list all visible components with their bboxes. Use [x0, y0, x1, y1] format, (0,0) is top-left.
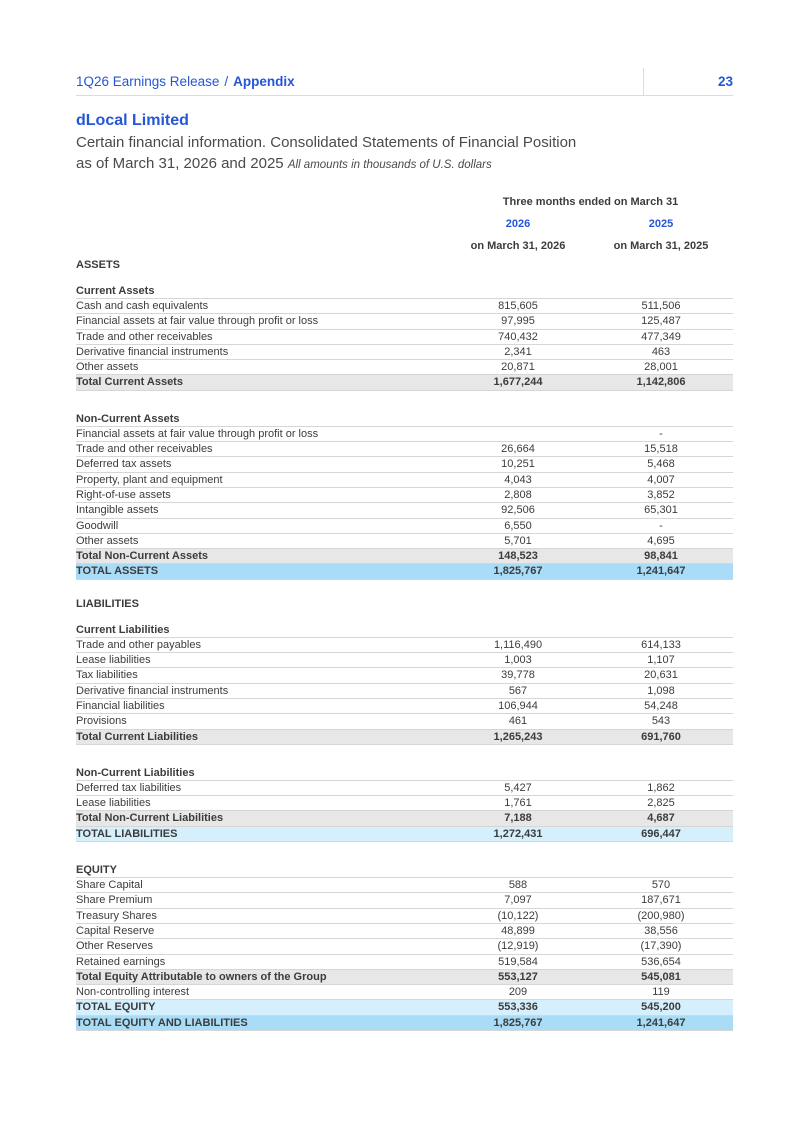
row-label: ASSETS [76, 259, 121, 271]
table-row [76, 955, 733, 970]
row-label: Total Equity Attributable to owners of the Group [76, 970, 327, 983]
row-label: LIABILITIES [76, 597, 139, 610]
value-2025: 1,107 [647, 654, 675, 667]
value-2026: 97,995 [501, 315, 535, 328]
date-2026-header: on March 31, 2026 [470, 240, 566, 252]
section-spacer [76, 580, 733, 597]
row-label: Provisions [76, 715, 127, 728]
table-row [76, 893, 733, 908]
value-2025: 2,825 [647, 797, 675, 810]
row-label: Lease liabilities [76, 797, 151, 810]
breadcrumb-report[interactable]: 1Q26 Earnings Release [76, 74, 220, 89]
value-2026: 5,427 [504, 781, 532, 794]
value-2025: 98,841 [644, 550, 678, 563]
value-2026: 567 [508, 684, 528, 697]
total-row [76, 375, 733, 390]
table-row [76, 427, 733, 442]
total-row [76, 730, 733, 745]
row-label: Goodwill [76, 519, 119, 532]
period-header: Three months ended on March 31 [502, 196, 679, 208]
row-label: Trade and other payables [76, 638, 201, 651]
value-2026: 461 [508, 715, 528, 728]
value-2025: 696,447 [641, 827, 681, 840]
total-row [76, 970, 733, 985]
row-label: Financial assets at fair value through profit or loss [76, 427, 319, 440]
value-2026: 588 [508, 879, 528, 892]
value-2025: 4,687 [647, 812, 675, 825]
row-label: Intangible assets [76, 504, 159, 517]
row-label: Current Liabilities [76, 623, 170, 636]
page-header [76, 66, 733, 96]
value-2026: 5,701 [504, 534, 532, 547]
value-2025: 119 [652, 986, 670, 999]
table-row [76, 299, 733, 314]
value-2026: 1,003 [504, 654, 532, 667]
row-label: Financial assets at fair value through profit or loss [76, 315, 319, 328]
table-row [76, 878, 733, 893]
row-label: Trade and other receivables [76, 443, 213, 456]
breadcrumb-section[interactable]: Appendix [233, 74, 295, 89]
table-row [76, 473, 733, 488]
value-2026: 209 [508, 986, 528, 999]
value-2026: (10,122) [497, 909, 539, 922]
value-2026: 1,677,244 [493, 376, 543, 389]
statement-title: Certain financial information. Consolidated Statements of Financial Position [76, 134, 577, 151]
row-label: Lease liabilities [76, 654, 151, 667]
row-label: Share Capital [76, 879, 143, 892]
row-label: TOTAL LIABILITIES [76, 827, 178, 840]
value-2026: 553,336 [498, 1001, 538, 1014]
value-2025: 54,248 [644, 699, 678, 712]
value-2026: 815,605 [498, 300, 538, 312]
row-label: Capital Reserve [76, 924, 155, 937]
row-label: Total Current Assets [76, 376, 183, 389]
row-label: Derivative financial instruments [76, 345, 229, 358]
row-label: Other assets [76, 361, 139, 374]
value-2025: 511,506 [641, 300, 681, 312]
financial-position-table [76, 258, 733, 1031]
value-2026: 553,127 [498, 970, 538, 983]
year-2025-header: 2025 [648, 218, 674, 230]
value-2026: 740,432 [498, 330, 538, 343]
value-2025: 545,081 [641, 970, 681, 983]
value-2025: 463 [651, 345, 671, 358]
value-2025: 125,487 [641, 315, 681, 328]
breadcrumb-separator: / [224, 74, 229, 89]
section-heading-row [76, 597, 733, 619]
year-2026-header: 2026 [505, 218, 531, 230]
value-2025: 3,852 [647, 488, 675, 501]
table-row [76, 345, 733, 360]
row-label: Total Non-Current Assets [76, 550, 209, 563]
row-label: Deferred tax assets [76, 458, 172, 471]
value-2026: 39,778 [501, 669, 535, 682]
row-label: Non-Current Assets [76, 412, 180, 425]
total-row [76, 564, 733, 579]
row-label: Other assets [76, 534, 139, 547]
value-2025: 691,760 [641, 730, 681, 743]
value-2026: 7,188 [504, 812, 532, 825]
value-2026: 1,116,490 [493, 638, 543, 651]
row-label: Treasury Shares [76, 909, 157, 922]
section-spacer [76, 745, 733, 762]
value-2025: 1,098 [647, 684, 675, 697]
value-2026: 1,761 [504, 797, 532, 810]
page-number: 23 [717, 74, 733, 89]
table-row [76, 668, 733, 683]
table-row [76, 534, 733, 549]
table-row [76, 699, 733, 714]
value-2025: - [659, 427, 663, 440]
value-2025: 187,671 [641, 894, 681, 907]
value-2026: 1,825,767 [493, 565, 543, 578]
value-2026: 106,944 [498, 699, 538, 712]
value-2025: 570 [651, 879, 671, 892]
value-2026: 92,506 [501, 504, 535, 517]
table-row [76, 519, 733, 534]
value-2025: (200,980) [637, 909, 685, 922]
row-label: Total Current Liabilities [76, 730, 199, 743]
row-label: Right-of-use assets [76, 488, 171, 501]
row-label: Other Reserves [76, 940, 154, 953]
row-label: Cash and cash equivalents [76, 300, 209, 312]
value-2026: 6,550 [504, 519, 532, 532]
table-row [76, 638, 733, 653]
value-2026: 148,523 [498, 550, 538, 563]
value-2025: 1,142,806 [636, 376, 686, 389]
total-row [76, 549, 733, 564]
value-2025: 15,518 [644, 443, 678, 456]
row-label: Derivative financial instruments [76, 684, 229, 697]
row-label: TOTAL EQUITY AND LIABILITIES [76, 1016, 248, 1029]
value-2025: 28,001 [644, 361, 678, 374]
section-heading-row [76, 762, 733, 781]
value-2026: 4,043 [504, 473, 532, 486]
row-label: TOTAL ASSETS [76, 565, 159, 578]
value-2026: 20,871 [501, 361, 535, 374]
section-heading-row [76, 258, 733, 280]
table-row [76, 939, 733, 954]
value-2025: 1,241,647 [636, 1016, 686, 1029]
value-2025: 536,654 [641, 955, 681, 968]
value-2025: 5,468 [647, 458, 675, 471]
section-heading-row [76, 408, 733, 427]
section-heading-row [76, 280, 733, 299]
value-2026: 1,272,431 [493, 827, 543, 840]
value-2026: 2,808 [504, 488, 532, 501]
value-2026: 519,584 [498, 955, 538, 968]
value-2025: 4,695 [647, 534, 675, 547]
value-2025: 20,631 [644, 669, 678, 682]
value-2025: 543 [651, 715, 671, 728]
value-2025: (17,390) [640, 940, 682, 953]
total-row [76, 1000, 733, 1015]
value-2025: 614,133 [641, 638, 681, 651]
row-label: Trade and other receivables [76, 330, 213, 343]
section-spacer [76, 391, 733, 408]
table-row [76, 985, 733, 1000]
row-label: Financial liabilities [76, 699, 165, 712]
row-label: Property, plant and equipment [76, 473, 223, 486]
date-2025-header: on March 31, 2025 [613, 240, 709, 252]
total-row [76, 827, 733, 842]
value-2025: 38,556 [644, 924, 678, 937]
value-2026: 10,251 [501, 458, 535, 471]
total-row [76, 1016, 733, 1031]
value-2025: 1,862 [647, 781, 675, 794]
value-2025: 1,241,647 [636, 565, 686, 578]
value-2025: 545,200 [641, 1001, 681, 1014]
breadcrumb [76, 74, 295, 89]
table-row [76, 488, 733, 503]
statement-date-line [76, 155, 492, 172]
value-2025: 4,007 [647, 473, 675, 486]
row-label: Total Non-Current Liabilities [76, 812, 224, 825]
table-row [76, 360, 733, 375]
value-2026: 26,664 [501, 443, 535, 456]
statement-date: as of March 31, 2026 and 2025 [76, 155, 284, 172]
value-2026: 1,265,243 [493, 730, 543, 743]
value-2026: 48,899 [501, 924, 535, 937]
row-label: Tax liabilities [76, 669, 138, 682]
total-row [76, 811, 733, 826]
row-label: Retained earnings [76, 955, 166, 968]
value-2026: 1,825,767 [493, 1016, 543, 1029]
row-label: Current Assets [76, 285, 155, 297]
table-row [76, 924, 733, 939]
table-row [76, 909, 733, 924]
value-2026: 7,097 [504, 894, 532, 907]
table-row [76, 442, 733, 457]
row-label: TOTAL EQUITY [76, 1001, 156, 1014]
value-2025: 477,349 [641, 330, 681, 343]
row-label: EQUITY [76, 864, 117, 877]
row-label: Share Premium [76, 894, 153, 907]
value-2026: (12,919) [497, 940, 539, 953]
amounts-note: All amounts in thousands of U.S. dollars [287, 159, 492, 171]
table-row [76, 714, 733, 729]
row-label: Non-Current Liabilities [76, 766, 195, 779]
value-2025: - [659, 519, 663, 532]
row-label: Deferred tax liabilities [76, 781, 182, 794]
table-row [76, 781, 733, 796]
value-2026: 2,341 [504, 345, 532, 358]
value-2025: 65,301 [644, 504, 678, 517]
row-label: Non-controlling interest [76, 986, 190, 999]
section-spacer [76, 842, 733, 859]
section-heading-row [76, 619, 733, 638]
table-row [76, 653, 733, 668]
table-row [76, 684, 733, 699]
table-row [76, 503, 733, 518]
table-row [76, 796, 733, 811]
company-name: dLocal Limited [76, 112, 189, 129]
table-row [76, 314, 733, 329]
section-heading-row [76, 859, 733, 878]
table-row [76, 330, 733, 345]
table-row [76, 457, 733, 472]
header-divider [643, 68, 644, 96]
